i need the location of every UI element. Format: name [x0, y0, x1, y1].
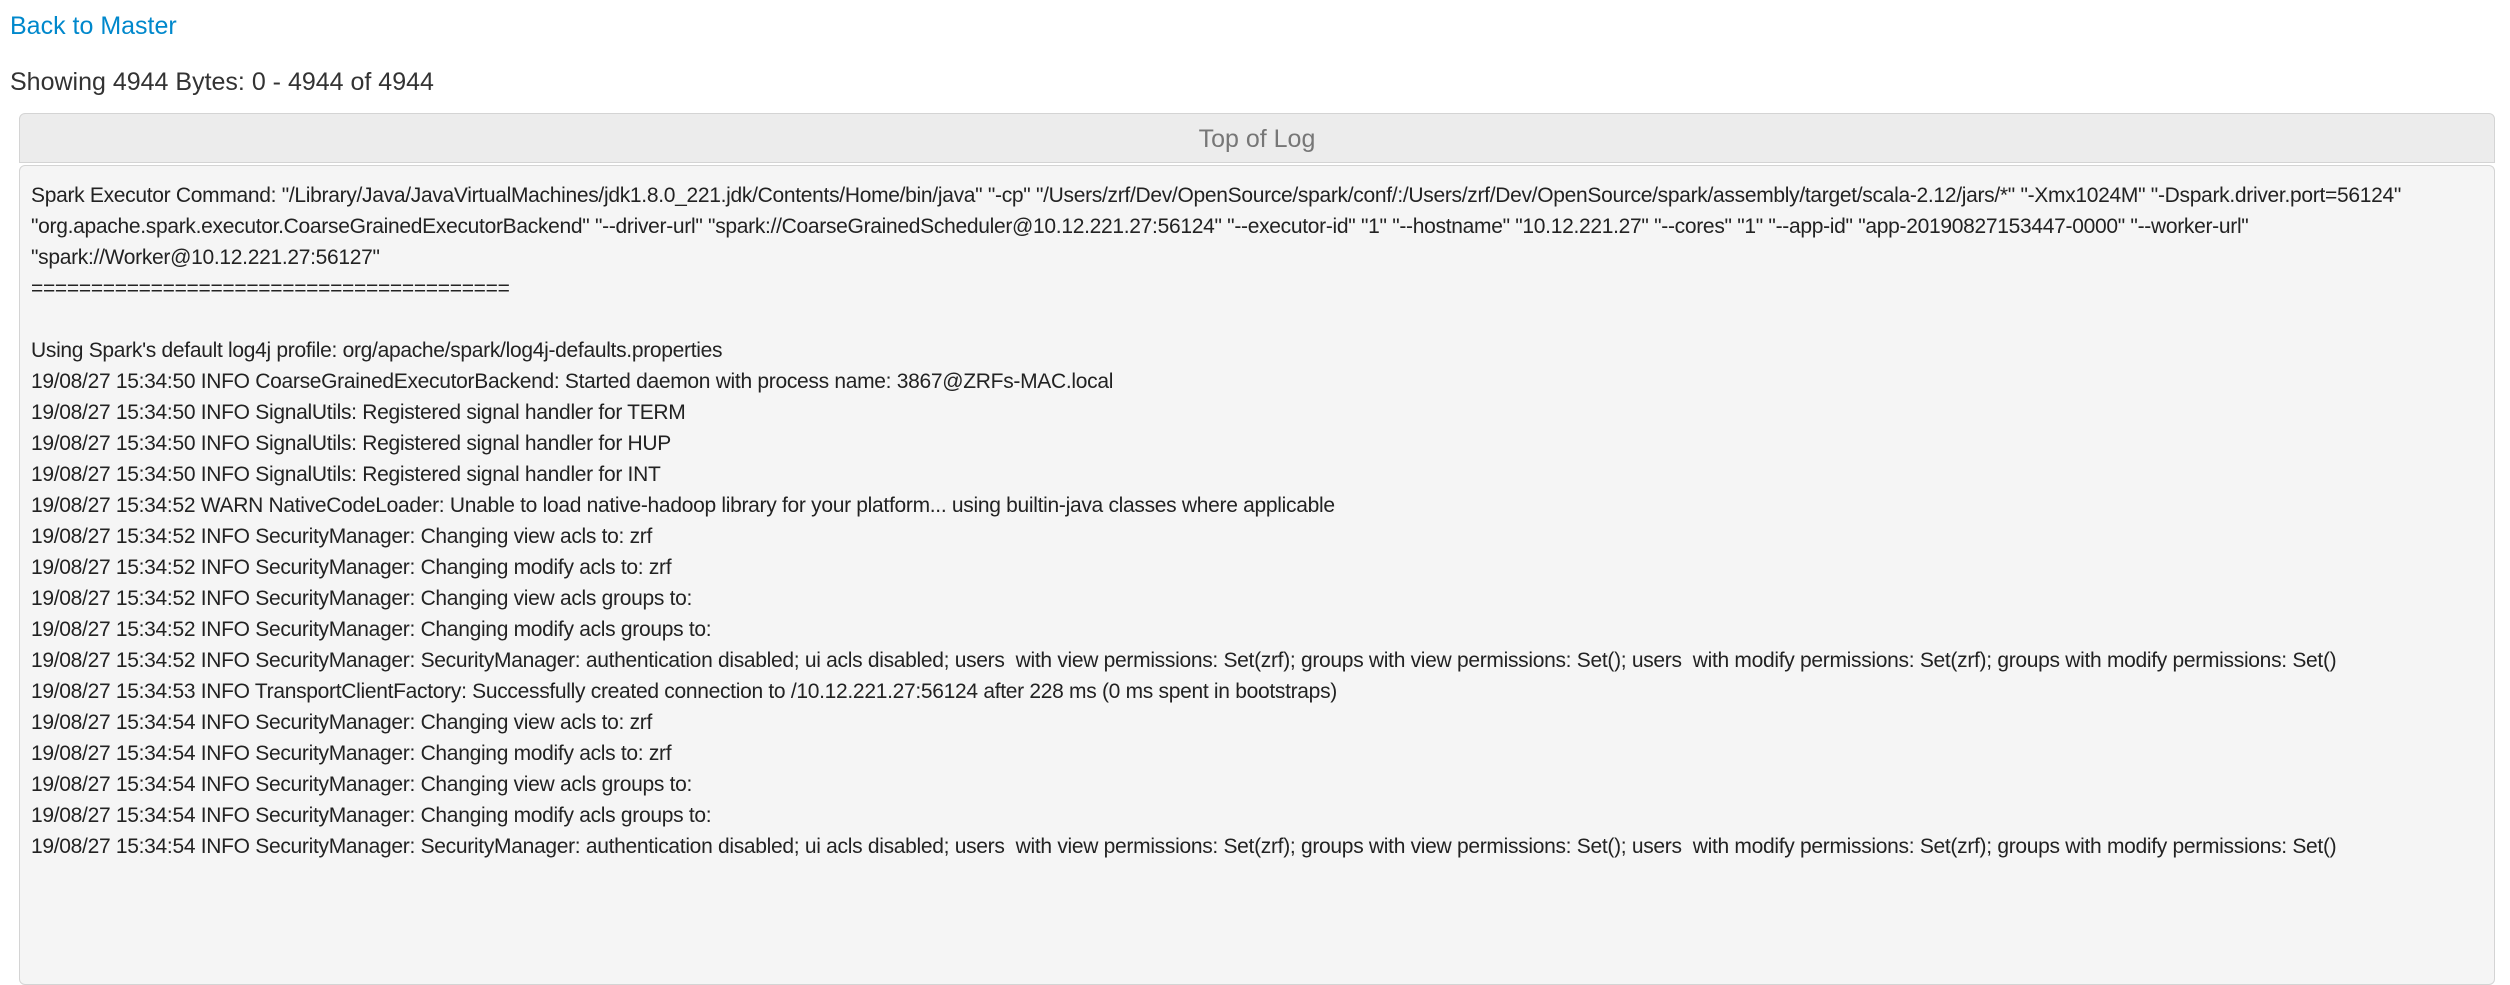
- log-line: Spark Executor Command: "/Library/Java/JavaVirtualMachines/jdk1.8.0_221.jdk/Contents/Home/bin/java" "-cp" "/Users/zrf/Dev/OpenSource/spark/conf/:/Users/zrf/Dev/OpenSource/spark/assembly/target/scala-2.12/jars/*" "-Xmx1024M" "-Dspark.driver.port=56124" "org.apache.spark.executor.CoarseGrainedExecutorBackend" "--driver-url" "spark://CoarseGrainedScheduler@10.12.221.27:56124" "--executor-id" "1" "--hostname" "10.12.221.27" "--cores" "1" "--app-id" "app-20190827153447-0000" "--worker-url" "spark://Worker@10.12.221.27:56127": [31, 184, 2407, 269]
- log-line: Using Spark's default log4j profile: org/apache/spark/log4j-defaults.properties: [31, 339, 723, 362]
- log-line: 19/08/27 15:34:54 INFO SecurityManager: SecurityManager: authentication disabled; ui acls disabled; users with view permissions: Set(zrf); groups with view permissions: Set(); users with modify permissions: Set(zrf); groups with modify permissions: Set(): [31, 835, 2337, 858]
- log-line: 19/08/27 15:34:54 INFO SecurityManager: Changing modify acls groups to:: [31, 804, 717, 827]
- log-line: 19/08/27 15:34:52 INFO SecurityManager: Changing modify acls to: zrf: [31, 556, 672, 579]
- log-line: 19/08/27 15:34:53 INFO TransportClientFactory: Successfully created connection to /10.12.221.27:56124 after 228 ms (0 ms spent in bootstraps): [31, 680, 1337, 703]
- log-line: 19/08/27 15:34:54 INFO SecurityManager: Changing view acls groups to:: [31, 773, 698, 796]
- log-line: 19/08/27 15:34:50 INFO SignalUtils: Registered signal handler for INT: [31, 463, 661, 486]
- log-line: 19/08/27 15:34:52 INFO SecurityManager: Changing view acls to: zrf: [31, 525, 653, 548]
- log-line: 19/08/27 15:34:50 INFO CoarseGrainedExecutorBackend: Started daemon with process name: 3867@ZRFs-MAC.local: [31, 370, 1114, 393]
- log-line: 19/08/27 15:34:52 INFO SecurityManager: Changing view acls groups to:: [31, 587, 698, 610]
- log-line: 19/08/27 15:34:54 INFO SecurityManager: Changing view acls to: zrf: [31, 711, 653, 734]
- log-line: 19/08/27 15:34:52 INFO SecurityManager: Changing modify acls groups to:: [31, 618, 717, 641]
- log-line: 19/08/27 15:34:54 INFO SecurityManager: Changing modify acls to: zrf: [31, 742, 672, 765]
- log-line: 19/08/27 15:34:50 INFO SignalUtils: Registered signal handler for HUP: [31, 432, 671, 455]
- log-line: [31, 304, 2484, 335]
- log-line: 19/08/27 15:34:52 WARN NativeCodeLoader: Unable to load native-hadoop library for your platform... using builtin-java classes where applicable: [31, 494, 1335, 517]
- log-line: 19/08/27 15:34:50 INFO SignalUtils: Registered signal handler for TERM: [31, 401, 686, 424]
- byte-range-status: Showing 4944 Bytes: 0 - 4944 of 4944: [10, 68, 434, 96]
- log-line: 19/08/27 15:34:52 INFO SecurityManager: SecurityManager: authentication disabled; ui acls disabled; users with view permissions: Set(zrf); groups with view permissions: Set(); users with modify permissions: Set(zrf); groups with modify permissions: Set(): [31, 649, 2337, 672]
- back-to-master-link[interactable]: Back to Master: [10, 12, 177, 40]
- log-line: ========================================: [31, 277, 510, 300]
- top-of-log-button[interactable]: Top of Log: [19, 113, 2495, 163]
- log-content: [19, 165, 2495, 985]
